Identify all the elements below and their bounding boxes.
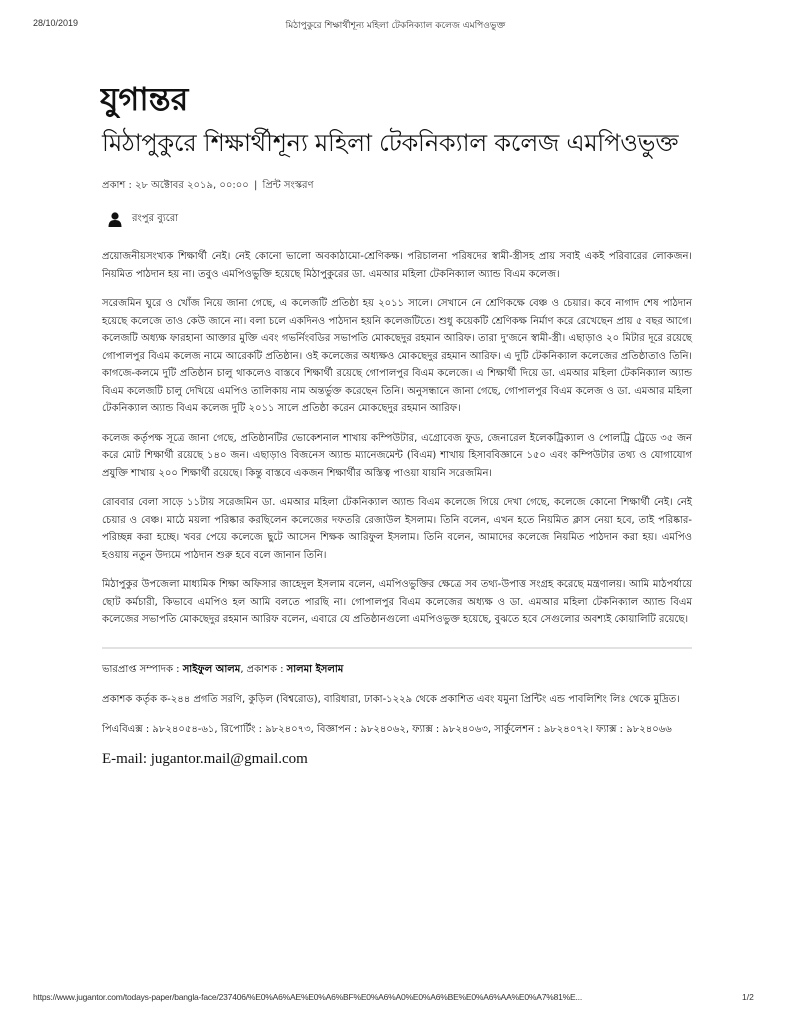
article-paragraph: কলেজ কর্তৃপক্ষ সূত্রে জানা গেছে, প্রতিষ্ঠানটির ভোকেশনাল শাখায় কম্পিউটার, এগ্রোবেজ ফুড, জেনারেল ইলেকট্রিক্যাল ও পোলট্রি ট্রেডে ৩৫ জন করে মোট শিক্ষার্থী রয়েছে ১৪০ জন। এছাড়াও বিজনেস অ্যান্ড ম্যানেজমেন্ট (বিএম) শাখায় হিসাববিজ্ঞানে ১৫০ এবং কম্পিউটার তথ্য ও যোগাযোগ প্রযুক্তি শাখায় ২০০ শিক্ষার্থী রয়েছে। কিন্তু বাস্তবে একজন শিক্ষার্থীর অস্তিত্ব পাওয়া যায়নি সরেজমিন।: [102, 432, 692, 479]
print-header: [0, 16, 791, 32]
article-meta: [102, 178, 692, 195]
imprint: [102, 661, 692, 768]
contact-email[interactable]: E-mail: jugantor.mail@gmail.com: [102, 750, 308, 767]
article-paragraph: মিঠাপুকুর উপজেলা মাধ্যমিক শিক্ষা অফিসার জাহেদুল ইসলাম বলেন, এমপিওভুক্তির ক্ষেত্রে সব তথ্য-উপাত্ত সংগ্রহ করেছে মন্ত্রণালয়। আমি মাঠপর্যায়ে ছোট কর্মচারী, কিভাবে এমপিও হল আমি বলতে পারছি না। গোপালপুর বিএম কলেজের অধ্যক্ষ ও ডা. এমআর মহিলা টেকনিক্যাল অ্যান্ড বিএম কলেজের সভাপতি মোকছেদুর রহমান আরিফ বলেন, এবারে যে প্রতিষ্ঠানগুলো এমপিওভুক্ত হয়েছে, বুঝতে হবে সেগুলোর অবশ্যই কোয়ালিটি রয়েছে।: [102, 579, 692, 625]
editor-label: ভারপ্রাপ্ত সম্পাদক :: [102, 663, 183, 675]
edition-label: প্রিন্ট সংস্করণ: [262, 180, 314, 191]
article-body: [102, 248, 692, 629]
author-byline: [102, 211, 692, 228]
contact-phones: পিএবিএক্স : ৯৮২৪০৫৪-৬১, রিপোর্টিং : ৯৮২৪০৭৩, বিজ্ঞাপন : ৯৮২৪০৬২, ফ্যাক্স : ৯৮২৪০৬৩, সার্কুলেশন : ৯৮২৪০৭২। ফ্যাক্স : ৯৮২৪০৬৬: [102, 723, 672, 735]
publisher-name: সালমা ইসলাম: [286, 663, 344, 675]
user-icon: [108, 212, 122, 227]
print-date: 28/10/2019: [33, 18, 79, 28]
print-footer: [0, 992, 791, 1006]
published-date: প্রকাশ : ২৮ অক্টোবর ২০১৯, ০০:০০: [102, 180, 249, 191]
editor-line: [102, 661, 692, 679]
page-url: https://www.jugantor.com/todays-paper/bangla-face/237406/%E0%A6%AE%E0%A6%BF%E0%A6%A0%E0%A6%BE%E0%A6%AA%E0%A7%81%E...: [33, 992, 582, 1002]
logo-text: যুগান্তর: [100, 80, 189, 118]
meta-separator: |: [253, 180, 258, 191]
print-page-title: মিঠাপুকুরে শিক্ষার্থীশূন্য মহিলা টেকনিক্যাল কলেজ এমপিওভুক্ত: [285, 21, 506, 31]
author-name[interactable]: রংপুর ব্যুরো: [132, 213, 179, 224]
publisher-label: , প্রকাশক :: [240, 663, 287, 675]
editor-name: সাইফুল আলম: [182, 663, 241, 675]
jugantor-logo[interactable]: [100, 80, 280, 118]
article-paragraph: সরেজমিন ঘুরে ও খোঁজ নিয়ে জানা গেছে, এ কলেজটি প্রতিষ্ঠা হয় ২০১১ সালে। সেখানে নে শ্রেণিকক্ষে বেঞ্চ ও চেয়ার। কবে নাগাদ শেষ পাঠদান হয়েছে কলেজে তাও কেউ জানে না। বলা চলে একদিনও পাঠদান হয়নি কলেজটিতে। শুধু কয়েকটি শ্রেণিকক্ষ নির্মাণ করে রেখেছেন প্রায় ৫ বছর আগে। কলেজটি অধ্যক্ষ ফারহানা আক্তার মুক্তি এবং গভর্নিংবডির সভাপতি মোকছেদুর রহমান আরিফ। তারা দু'জনে স্বামী-স্ত্রী। এছাড়াও ২০ মিটার দূরে রয়েছে গোপালপুর বিএম কলেজ নামে আরেকটি প্রতিষ্ঠান। ওই কলেজের অধ্যক্ষও মোকছেদুর রহমান আরিফ। এ দুটি টেকনিক্যাল কলেজের প্রতিষ্ঠাতাও তিনি। কাগজে-কলমে দুটি প্রতিষ্ঠান চালু থাকলেও বাস্তবে শিক্ষার্থী রয়েছে গোপালপুর বিএম কলেজে। এ শিক্ষার্থী দিয়ে ডা. এমআর মহিলা টেকনিক্যাল অ্যান্ড বিএম কলেজটি চালু দেখিয়ে এমপিও তালিকায় নাম অন্তর্ভুক্ত করেছেন তিনি। অনুসন্ধানে জানা গেছে, গোপালপুর বিএম কলেজ ও ডা. এমআর মহিলা টেকনিক্যাল অ্যান্ড বিএম কলেজ দুটি ২০১১ সালে প্রতিষ্ঠা করেন মোকছেদুর রহমান আরিফ।: [102, 298, 692, 414]
footer-divider: [102, 647, 692, 649]
article-page: [102, 80, 692, 768]
article-headline: মিঠাপুকুরে শিক্ষার্থীশূন্য মহিলা টেকনিক্যাল কলেজ এমপিওভুক্ত: [102, 129, 679, 157]
article-paragraph: রোববার বেলা সাড়ে ১১টায় সরেজমিন ডা. এমআর মহিলা টেকনিক্যাল অ্যান্ড বিএম কলেজে গিয়ে দেখা গেছে, কলেজে কোনো শিক্ষার্থী নেই। নেই চেয়ার ও বেঞ্চ। মাঠে ময়লা পরিষ্কার করছিলেন কলেজের দফতরি রেজাউল ইসলাম। তিনি বলেন, এখন হতে নিয়মিত ক্লাস নেয়া হবে, তাই পরিষ্কার-পরিচ্ছন্ন করা হচ্ছে। খবর পেয়ে কলেজে ছুটে আসেন শিক্ষক আরিফুল ইসলাম। তিনি বলেন, আমাদের কলেজে নিয়মিত পাঠদান করা হয়। এমপিও হওয়ায় নতুন উদ্যমে পাঠদান শুরু হবে বলে জানান তিনি।: [102, 497, 692, 561]
page-number: 1/2: [742, 992, 754, 1002]
publisher-address: প্রকাশক কর্তৃক ক-২৪৪ প্রগতি সরণি, কুড়িল (বিশ্বরোড), বারিধারা, ঢাকা-১২২৯ থেকে প্রকাশিত এবং যমুনা প্রিন্টিং এন্ড পাবলিশিং লিঃ থেকে মুদ্রিত।: [102, 693, 680, 705]
article-paragraph: প্রয়োজনীয়সংখ্যক শিক্ষার্থী নেই। নেই কোনো ভালো অবকাঠামো-শ্রেণিকক্ষ। পরিচালনা পরিষদের স্বামী-স্ত্রীসহ প্রায় সবাই একই পরিবারের লোকজন। নিয়মিত পাঠদান হয় না। তবুও এমপিওভুক্তি হয়েছে মিঠাপুকুরের ডা. এমআর মহিলা টেকনিক্যাল অ্যান্ড বিএম কলেজ।: [102, 251, 692, 280]
